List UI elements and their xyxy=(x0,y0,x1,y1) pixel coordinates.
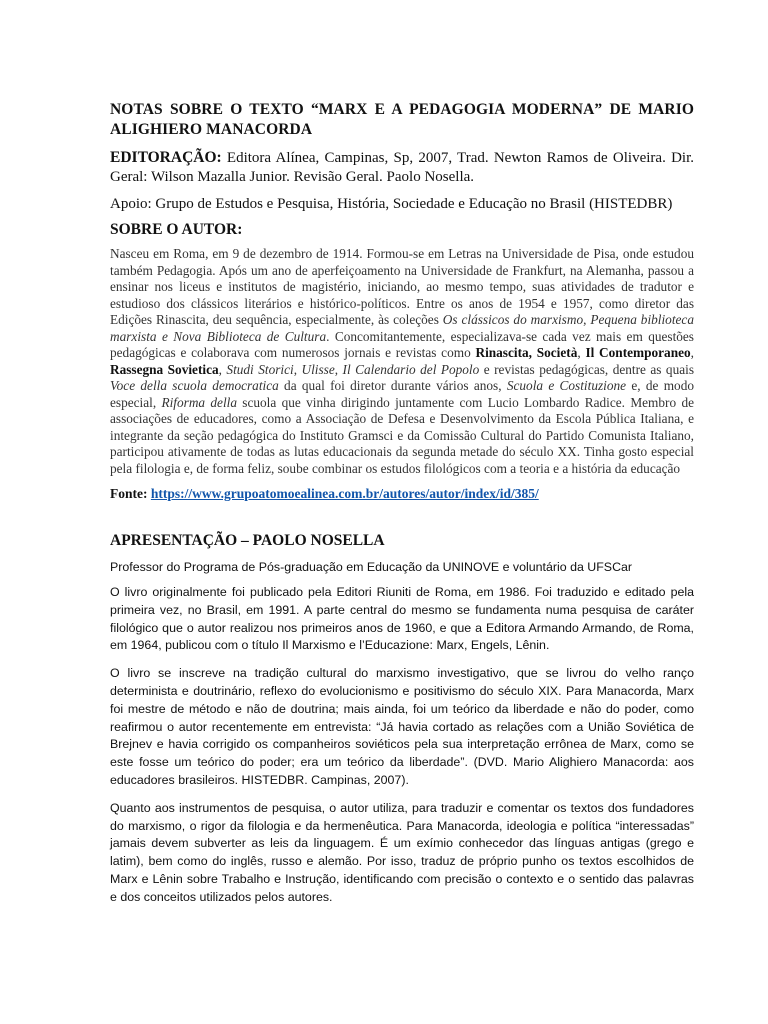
body-paragraph: O livro se inscreve na tradição cultural do marxismo investigativo, que se livrou do velho ranço determinista e doutrinário, reflexo do evolucionismo e positivismo do século XIX. Para Manacorda, Marx foi mestre de método e não de doutrina; mais ainda, foi um teórico da liberdade e não do poder, como reafirmou o autor recentemente em entrevista: “Já havia cortado as relações com a União Soviética de Brejnev e havia corrigido os companheiros soviéticos pela sua interpretação errônea de Marx, como se este fosse um teórico do poder; era um teórico da liberdade”. (DVD. Mario Alighiero Manacorda: aos educadores brasileiros. HISTEDBR. Campinas, 2007). xyxy=(110,666,694,787)
document-page xyxy=(110,100,694,917)
bio-text: , xyxy=(218,361,227,377)
editoracao-label: EDITORAÇÃO: xyxy=(110,149,222,166)
fonte-label: Fonte: xyxy=(110,486,151,501)
bio-bold: Il Contemporaneo xyxy=(585,345,691,360)
bio-text: , xyxy=(690,345,694,360)
bio-text: scuola que vinha dirigindo juntamente com Lucio Lombardo Radice. Membro de associações de educadores, como a Associação de Defesa e Desenvolvimento da Escola Pública Italiana, e integrante da seção pedagógica do Instituto Gramsci e da Comissão Cultural do Partido Comunista Italiano, participou ativamente de todas as lutas educacionais da segunda metade do século XX. Tinha gosto especial pela filologia e, de forma feliz, soube combinar os estudos filológicos com a teoria e a história da educação xyxy=(110,394,694,476)
author-bio xyxy=(110,246,694,477)
bio-italic: Ulisse xyxy=(301,361,335,377)
bio-bold: Rassegna Sovietica xyxy=(110,361,219,377)
bio-text: , xyxy=(583,312,591,327)
sobre-autor-heading: SOBRE O AUTOR: xyxy=(110,221,243,238)
editoracao-paragraph xyxy=(110,148,694,187)
apoio-paragraph: Apoio: Grupo de Estudos e Pesquisa, História, Sociedade e Educação no Brasil (HISTEDBR) xyxy=(110,196,673,212)
bio-text: , xyxy=(577,345,586,360)
fonte-line xyxy=(110,485,694,503)
bio-italic: Pequena biblioteca marxista e Nova Biblioteca de Cultura xyxy=(110,312,694,344)
bio-italic: Os clássicos do marxismo xyxy=(442,312,584,327)
bio-italic: Studi Storici xyxy=(226,361,294,377)
bio-text: Nasceu em Roma, em 9 de dezembro de 1914. Formou-se em Letras na Universidade de Pisa, onde estudou também Pedagogia. Após um ano de aperfeiçoamento na Universidade de Frankfurt, na Alemanha, passou a ensinar nos liceus e institutos de magistério, iniciando, ao mesmo tempo, suas atividades de tradutor e estudioso dos clássicos literários e histórico-políticos. Entre os anos de 1954 e 1957, como diretor das Edições Rinascita, deu sequência, especialmente, às coleções xyxy=(110,246,694,327)
apresentacao-heading: APRESENTAÇÃO – PAOLO NOSELLA xyxy=(110,532,385,549)
body-paragraph: Quanto aos instrumentos de pesquisa, o autor utiliza, para traduzir e comentar os textos dos fundadores do marxismo, o rigor da filologia e da hermenêutica. Para Manacorda, ideologia e política “interessadas” jamais devem subverter as leis da linguagem. É um exímio conhecedor das línguas antigas (grego e latim), bem como do inglês, russo e alemão. Por isso, traduz de próprio punho os textos escolhidos de Marx e Lênin sobre Trabalho e Instrução, identificando com precisão o contexto e o sentido das palavras e dos conceitos utilizados pelos autores. xyxy=(110,800,694,904)
bio-text: . Concomitantemente, especializava-se cada vez mais em questões pedagógicas e colaborava com numerosos jornais e revistas como xyxy=(110,328,694,360)
professor-line: Professor do Programa de Pós-graduação em Educação da UNINOVE e voluntário da UFSCar xyxy=(110,560,633,574)
bio-italic: Scuola e Costituzione xyxy=(506,378,627,393)
bio-text: , xyxy=(293,361,302,377)
bio-italic: Riforma della xyxy=(161,394,237,410)
bio-italic: Voce della scuola democratica xyxy=(110,378,279,393)
document-title: NOTAS SOBRE O TEXTO “MARX E A PEDAGOGIA MODERNA” DE MARIO ALIGHIERO MANACORDA xyxy=(110,101,694,138)
bio-text: e revistas pedagógicas, dentre as quais xyxy=(479,361,694,377)
fonte-link[interactable]: https://www.grupoatomoealinea.com.br/autores/autor/index/id/385/ xyxy=(150,486,539,501)
bio-bold: Rinascita, Società xyxy=(475,345,578,360)
bio-text: , xyxy=(334,361,343,377)
bio-text: e, de modo especial, xyxy=(110,378,694,410)
bio-italic: Il Calendario del Popolo xyxy=(342,361,480,377)
body-paragraph: O livro originalmente foi publicado pela Editori Riuniti de Roma, em 1986. Foi traduzido e editado pela primeira vez, no Brasil, em 1991. A parte central do mesmo se fundamenta numa pesquisa de caráter filológico que o autor realizou nos primeiros anos de 1960, e que a Editora Armando Armando, de Roma, em 1964, publicou com o título Il Marxismo e l’Educazione: Marx, Engels, Lênin. xyxy=(110,585,694,653)
editoracao-text: Editora Alínea, Campinas, Sp, 2007, Trad. Newton Ramos de Oliveira. Dir. Geral: Wilson Mazalla Junior. Revisão Geral. Paolo Nosella. xyxy=(110,150,694,185)
bio-text: da qual foi diretor durante vários anos, xyxy=(278,378,507,393)
